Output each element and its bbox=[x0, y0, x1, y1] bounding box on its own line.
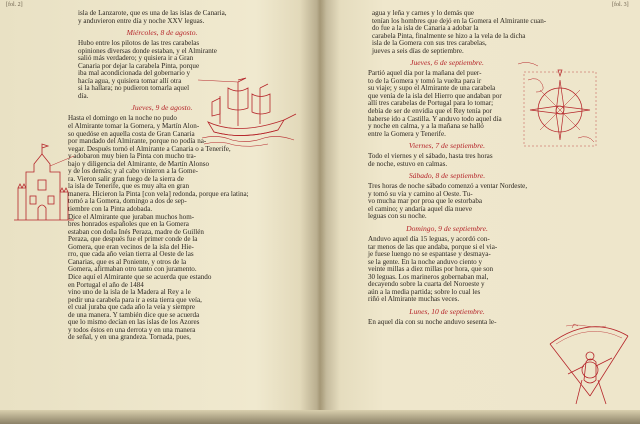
text-line: Canarias, que es al Poniente, y otros de la bbox=[68, 257, 187, 266]
text-line: pedir una carabela para ir a esta tierra que veía, bbox=[68, 295, 202, 304]
text-line: manera. Hicieron la Pinta [con vela] redonda, porque era latina; bbox=[68, 189, 249, 198]
text-line: decayendo sobre la cuarta del Noroeste y bbox=[368, 280, 485, 289]
left-block1 bbox=[78, 10, 296, 25]
text-line: y adobaron muy bien la Pinta con mucho tra- bbox=[68, 152, 197, 161]
date-heading: Miércoles, 8 de agosto. bbox=[126, 28, 198, 38]
caravel-ship-drawing bbox=[198, 74, 298, 148]
text-line: Canaria por dejar la carabela Pinta, porque bbox=[78, 61, 200, 70]
right-block1 bbox=[372, 10, 590, 55]
text-line: Gomera, que eran vecinos de la isla del Hie- bbox=[68, 242, 194, 251]
text-line: que lo mismo decían en las islas de los Azores bbox=[68, 318, 200, 327]
date-heading: Domingo, 9 de septiembre. bbox=[406, 224, 488, 234]
book-gutter bbox=[300, 0, 340, 424]
text-line: veinte millas a diez millas por hora, que son bbox=[368, 265, 494, 274]
text-line: allí tres carabelas de Portugal para lo tomar; bbox=[368, 99, 494, 108]
text-line: Tres horas de noche sábado comenzó a ventar Nordeste, bbox=[368, 182, 528, 191]
left-page bbox=[68, 10, 296, 408]
text-line: Dice aquí el Almirante que se acuerda que estando bbox=[68, 272, 212, 281]
text-line: carabela Pinta, finalmente se hizo a la vela de la dicha bbox=[372, 31, 526, 40]
text-line: Todo el viernes y el sábado, hasta tres horas bbox=[368, 152, 493, 161]
text-line: el cual juraba que cada año la veía y siempre bbox=[68, 303, 196, 312]
text-line: agua y leña y carnes y lo demás que bbox=[372, 10, 475, 17]
text-line: si la hallara; no pudieron tomarla aquel bbox=[78, 84, 190, 93]
text-line: tar menos de las que andaba, porque si el via- bbox=[368, 242, 498, 251]
text-line: vo mucha mar por proa que le estorbaba bbox=[368, 197, 483, 206]
text-line: leguas con su noche. bbox=[368, 212, 427, 221]
text-line: isla de la Gomera con sus tres carabelas, bbox=[372, 39, 487, 48]
text-line: iba mal acondicionada del gobernario y bbox=[78, 69, 191, 78]
text-line: su viaje; y supo el Almirante de una carabela bbox=[368, 84, 496, 93]
text-line: y todos éstos en una derrota y en una manera bbox=[68, 325, 196, 334]
text-line: 30 leguas. Los marineros gobernaban mal, bbox=[368, 272, 489, 281]
text-line: isla de Lanzarote, que es una de las islas de Canaria, bbox=[78, 10, 227, 17]
date-heading: Jueves, 9 de agosto. bbox=[131, 103, 193, 113]
text-line: la isla de Tenerife, que es muy alta en gran bbox=[68, 182, 190, 191]
text-line: vino uno de la isla de la Madera al Rey a le bbox=[68, 288, 191, 297]
text-line: en Portugal el año de 1484 bbox=[68, 280, 144, 289]
text-line: haberse ido a Castilla. Y anduvo todo aquel día bbox=[368, 114, 502, 123]
text-line: de una manera. Y también dice que se acuerda bbox=[68, 310, 200, 319]
text-line: vegar. Después tornó el Almirante a Canaria o a Tenerife, bbox=[68, 144, 231, 153]
text-line: de señal, y en una grandeza. Tornada, pues, bbox=[68, 333, 191, 342]
compass-rose-map-drawing bbox=[518, 58, 602, 158]
date-heading: Jueves, 6 de septiembre. bbox=[410, 58, 484, 68]
text-line: aún a la media partida; sobre lo cual les bbox=[368, 287, 481, 296]
text-line: opiniones diversas donde estaban, y el Almirante bbox=[78, 46, 217, 55]
text-line: rro, que cada año veían tierra al Oeste de las bbox=[68, 250, 194, 259]
date-heading: Viernes, 7 de septiembre. bbox=[408, 141, 486, 151]
date-heading: Lunes, 10 de septiembre. bbox=[409, 306, 485, 316]
text-line: Anduvo aquel día 15 leguas, y acordó con- bbox=[368, 235, 490, 244]
text-line: Gomera, afirmaban otro tanto con juramento. bbox=[68, 265, 197, 274]
text-line: y de los demás; y al cabo vinieron a la Gome- bbox=[68, 167, 199, 176]
text-line: Hubo entre los pilotos de las tres carabelas bbox=[78, 39, 200, 48]
text-line: por mandado del Almirante, porque no podía na- bbox=[68, 137, 207, 146]
text-line: ra. Vieron salir gran fuego de la sierra de bbox=[68, 174, 184, 183]
text-line: salió más verdadero; y quisiera ir a Gran bbox=[78, 54, 194, 63]
navigator-sextant-drawing bbox=[546, 300, 632, 406]
text-line: el Almirante tomar la Gomera, y Martín Alon- bbox=[68, 122, 200, 131]
text-line: se la gente. En la noche anduvo ciento y bbox=[368, 257, 483, 266]
book-page-edge bbox=[0, 410, 640, 424]
text-line: Partió aquel día por la mañana del puer- bbox=[368, 69, 482, 78]
text-line: de noche, estuvo en calmas. bbox=[368, 159, 448, 168]
text-line: to de la Gomera y tomó la vuelta para ir bbox=[368, 76, 482, 85]
text-line: riñó el Almirante muchas veces. bbox=[368, 295, 460, 304]
text-line: día. bbox=[78, 91, 89, 100]
right-block5 bbox=[368, 236, 590, 304]
text-line: y noche en calma, y a la mañana se halló bbox=[368, 122, 484, 131]
text-line: entre la Gomera y Tenerife. bbox=[368, 129, 446, 138]
text-line: debía de ser de envidia que el Rey tenía por bbox=[368, 107, 492, 116]
text-line: do fue a la isla de Canaria a adobar la bbox=[372, 24, 479, 33]
folio-left: [fol. 2] bbox=[6, 2, 23, 8]
text-line: tenían los hombres que dejó en la Gomera el Almirante cuan- bbox=[372, 16, 547, 25]
text-line: hacía agua, y quisiera tomar allí otra bbox=[78, 76, 182, 85]
text-line: so quedóse en aquella costa de Gran Canaria bbox=[68, 129, 195, 138]
text-line: Peraza, que después fue el primer conde de la bbox=[68, 235, 198, 244]
right-block4 bbox=[368, 183, 590, 221]
text-line: bres honrados españoles que en la Gomera bbox=[68, 220, 189, 229]
text-line: En aquel día con su noche anduvo sesenta le- bbox=[368, 317, 497, 326]
text-line: y anduvieron entre día y noche XXV leguas. bbox=[78, 16, 205, 25]
text-line: Hasta el domingo en la noche no pudo bbox=[68, 114, 177, 123]
left-block3 bbox=[68, 115, 296, 341]
text-line: y tomó su vía y camino al Oeste. Tu- bbox=[368, 189, 473, 198]
folio-right: [fol. 3] bbox=[612, 2, 629, 8]
text-line: estaban con doña Inés Peraza, madre de Guillén bbox=[68, 227, 204, 236]
text-line: bajo y diligencia del Almirante, de Martín Alonso bbox=[68, 159, 210, 168]
castle-tower-drawing bbox=[14, 136, 74, 222]
text-line: jueves a seis días de septiembre. bbox=[372, 46, 464, 55]
text-line: tiembre con la Pinta adobada. bbox=[68, 205, 153, 214]
text-line: el camino; y andaría aquel día nueve bbox=[368, 204, 472, 213]
date-heading: Sábado, 8 de septiembre. bbox=[408, 171, 486, 181]
text-line: Dice el Almirante que juraban muchos hom- bbox=[68, 212, 195, 221]
text-line: tornó a la Gomera, domingo a dos de sep- bbox=[68, 197, 187, 206]
text-line: que venía de la isla del Hierro que andaban por bbox=[368, 91, 502, 100]
text-line: je fuese luengo no se espantase y desmaya- bbox=[368, 250, 491, 259]
